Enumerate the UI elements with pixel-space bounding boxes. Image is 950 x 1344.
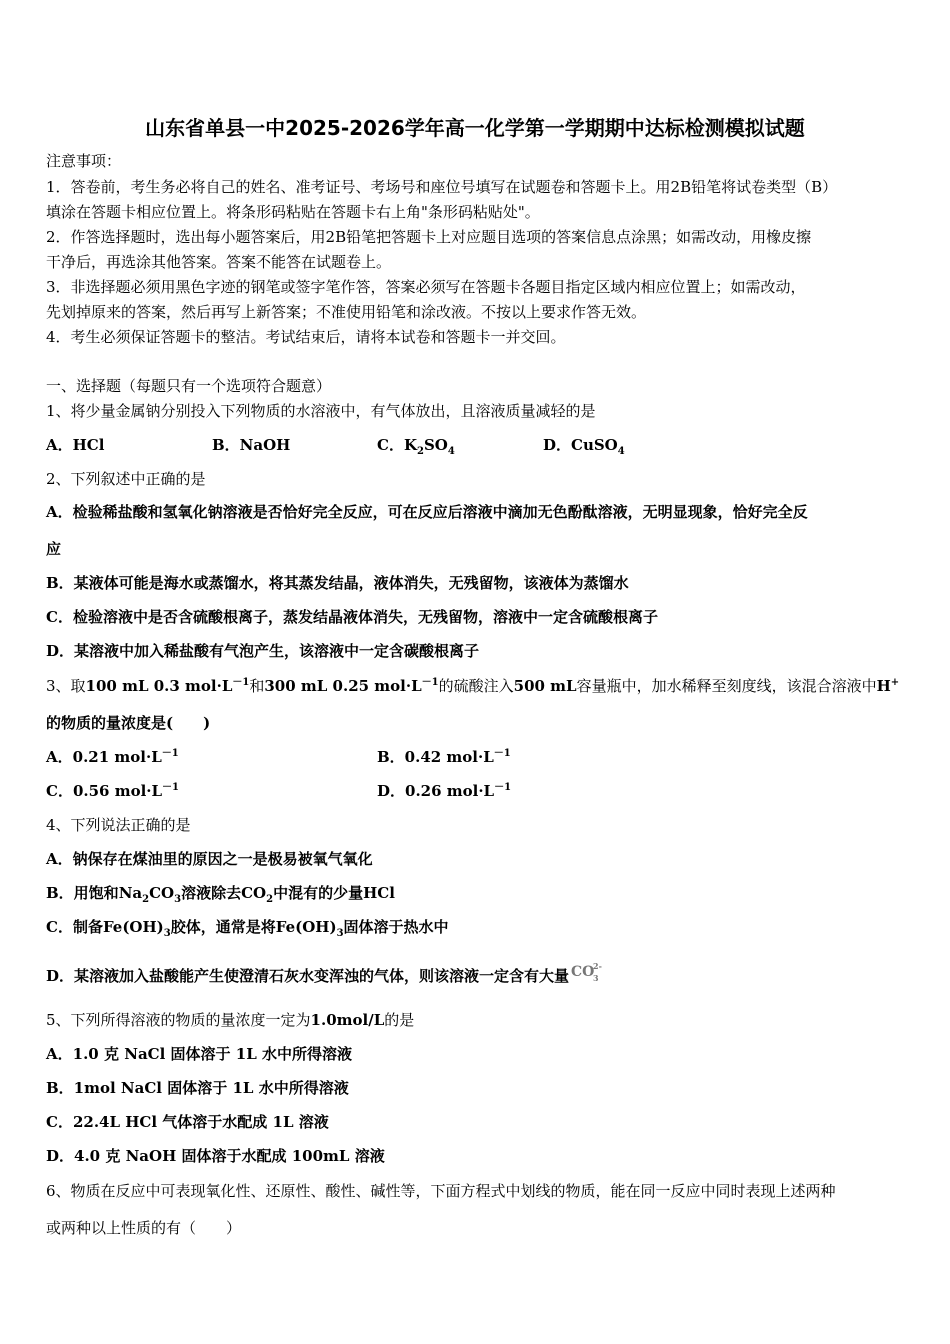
notice-line: 2．作答选择题时，选出每小题答案后，用2B铅笔把答题卡上对应题目选项的答案信息点涂黑；如需改动，用橡皮擦 [46, 228, 812, 246]
q3-option-c: C．0.56 $mol\cdot L^{-1}$ [46, 782, 180, 800]
q2-option-a: A．检验稀盐酸和氢氧化钠溶液是否恰好完全反应，可在反应后溶液中滴加无色酚酞溶液，无明显现象，恰好完全反 [46, 503, 808, 521]
q1-option-c: C．$K_2SO_4$ [377, 436, 455, 457]
q3-option-d: D．0.26 $mol\cdot L^{-1}$ [377, 782, 512, 800]
q1-option-b: B．NaOH [212, 436, 291, 454]
notice-line: 4．考生必须保证答题卡的整洁。考试结束后，请将本试卷和答题卡一并交回。 [46, 328, 566, 346]
question-6-stem-cont: 或两种以上性质的有（ ） [46, 1219, 242, 1237]
question-5-stem: 5、下列所得溶液的物质的量浓度一定为1.0mol/L的是 [46, 1011, 415, 1029]
question-1-stem: 1、将少量金属钠分别投入下列物质的水溶液中，有气体放出，且溶液质量减轻的是 [46, 402, 596, 420]
question-2-stem: 2、下列叙述中正确的是 [46, 470, 206, 488]
notice-line: 1．答卷前，考生务必将自己的姓名、准考证号、考场号和座位号填写在试题卷和答题卡上。用2B铅笔将试卷类型（B） [46, 178, 838, 196]
question-6-stem: 6、物质在反应中可表现氧化性、还原性、酸性、碱性等，下面方程式中划线的物质，能在同一反应中同时表现上述两种 [46, 1182, 836, 1200]
notice-heading: 注意事项： [46, 152, 122, 170]
notice-line: 干净后，再选涂其他答案。答案不能答在试题卷上。 [46, 253, 392, 271]
q3-option-a: A．0.21 $mol\cdot L^{-1}$ [46, 748, 179, 766]
q4-option-c: C．制备$Fe(OH)_3$胶体，通常是将$Fe(OH)_3$固体溶于热水中 [46, 918, 449, 939]
q2-option-d: D．某溶液中加入稀盐酸有气泡产生，该溶液中一定含碳酸根离子 [46, 642, 480, 660]
question-3-stem: 3、取100 mL 0.3 $mol\cdot L^{-1}$和300 mL 0.25 $mol\cdot L^{-1}$的硫酸注入500 mL容量瓶中，加水稀释至刻度线，该混合溶液中H+ [46, 677, 900, 695]
q5-option-c: C．22.4L HCl 气体溶于水配成 1L 溶液 [46, 1113, 329, 1131]
q5-option-a: A．1.0 克 NaCl 固体溶于 1L 水中所得溶液 [46, 1045, 353, 1063]
q2-option-c: C．检验溶液中是否含硫酸根离子，蒸发结晶液体消失，无残留物，溶液中一定含硫酸根离子 [46, 608, 658, 626]
q5-option-d: D．4.0 克 NaOH 固体溶于水配成 100mL 溶液 [46, 1147, 385, 1165]
q1-option-a: A．HCl [46, 436, 105, 454]
q4-option-b: B．用饱和$Na_2CO_3$溶液除去$CO_2$中混有的少量HCl [46, 884, 395, 905]
q4-option-d: D．某溶液加入盐酸能产生使澄清石灰水变浑浊的气体，则该溶液一定含有大量 CO 2- 3 [46, 961, 602, 985]
q3-option-b: B．0.42 $mol\cdot L^{-1}$ [377, 748, 511, 766]
q2-option-b: B．某液体可能是海水或蒸馏水，将其蒸发结晶，液体消失，无残留物，该液体为蒸馏水 [46, 574, 629, 592]
notice-line: 3．非选择题必须用黑色字迹的钢笔或签字笔作答，答案必须写在答题卡各题目指定区域内相应位置上；如需改动， [46, 278, 806, 296]
q1-option-d: D．CuSO$_4$ [543, 436, 625, 457]
page-title: 山东省单县一中2025-2026学年高一化学第一学期期中达标检测模拟试题 [145, 116, 805, 140]
question-3-stem-cont: 的物质的量浓度是( ) [46, 714, 211, 732]
notice-line: 填涂在答题卡相应位置上。将条形码粘贴在答题卡右上角"条形码粘贴处"。 [46, 203, 540, 221]
question-4-stem: 4、下列说法正确的是 [46, 816, 191, 834]
q5-option-b: B．1mol NaCl 固体溶于 1L 水中所得溶液 [46, 1079, 349, 1097]
notice-line: 先划掉原来的答案，然后再写上新答案；不准使用铅笔和涂改液。不按以上要求作答无效。 [46, 303, 647, 321]
section-heading: 一、选择题（每题只有一个选项符合题意） [46, 377, 332, 395]
q4-option-a: A．钠保存在煤油里的原因之一是极易被氧气氧化 [46, 850, 373, 868]
q2-option-a-cont: 应 [46, 540, 62, 558]
carbonate-ion-formula: CO 2- 3 [571, 961, 602, 983]
